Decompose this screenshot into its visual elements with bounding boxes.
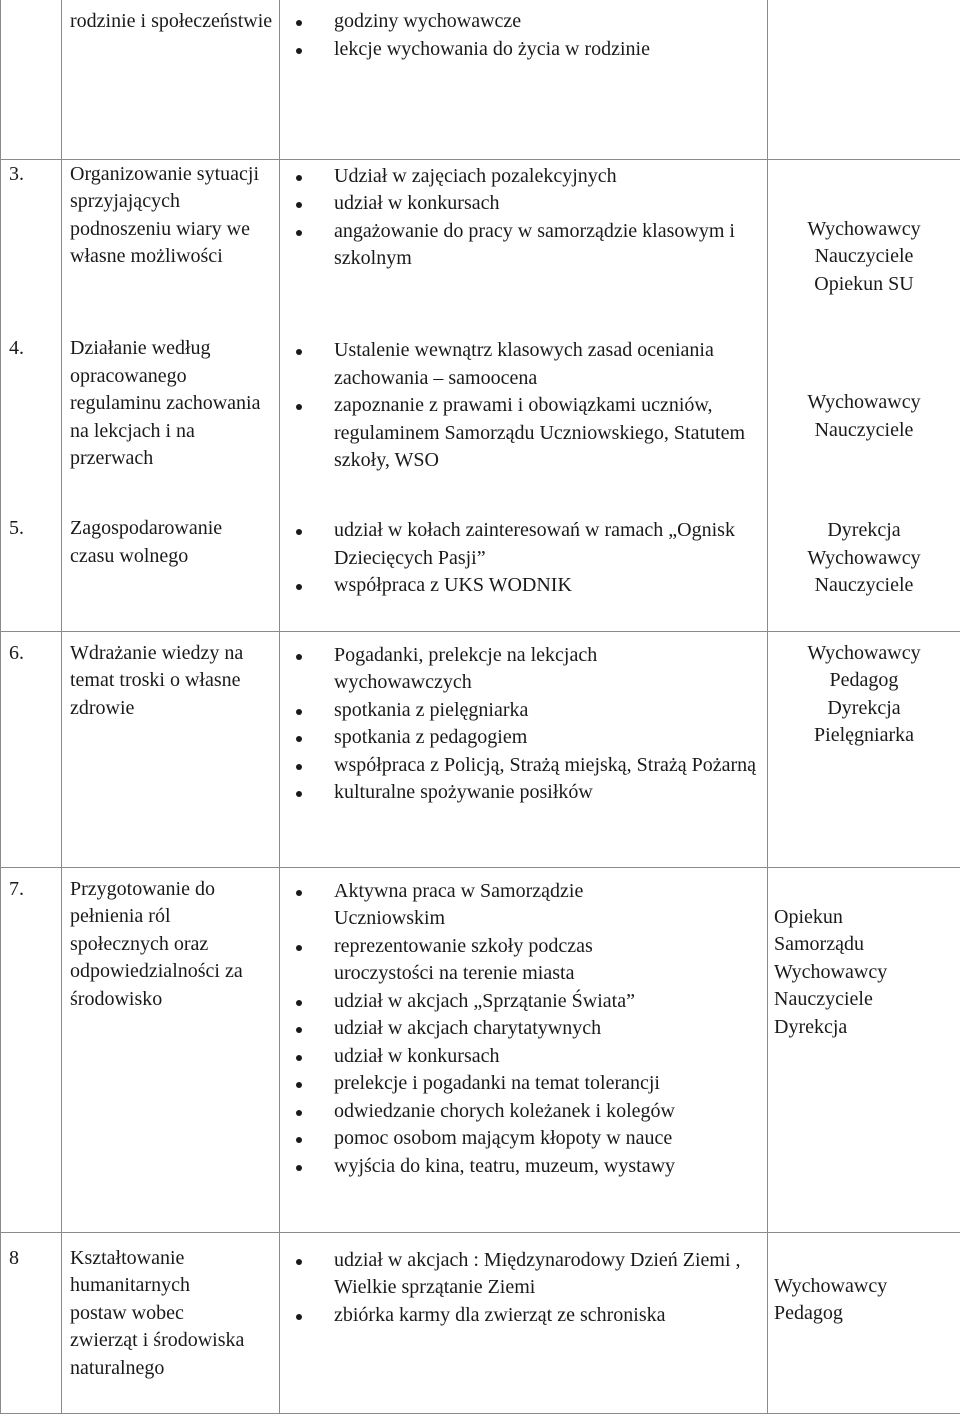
row-number: 4. <box>1 329 62 505</box>
responsible-person: Wychowawcy <box>768 640 960 668</box>
goal-cell: Wdrażanie wiedzy na temat troski o własne zdrowie <box>62 631 280 867</box>
table-row <box>1 159 960 329</box>
task-item: godziny wychowawcze <box>292 8 767 36</box>
task-list <box>292 1247 767 1330</box>
responsible-person: Nauczyciele <box>768 243 960 271</box>
tasks-cell <box>280 631 768 867</box>
tasks-cell <box>280 0 768 159</box>
responsible-person: Pedagog <box>774 1300 960 1328</box>
task-item: udział w akcjach „Sprzątanie Świata” <box>292 988 767 1016</box>
goal-cell: Kształtowanie humanitarnych postaw wobec zwierząt i środowiska naturalnego <box>62 1232 280 1413</box>
task-item: prelekcje i pogadanki na temat tolerancji <box>292 1070 767 1098</box>
responsible-person: Nauczyciele <box>774 986 960 1014</box>
task-item: angażowanie do pracy w samorządzie klasowym i szkolnym <box>292 218 767 273</box>
task-list <box>292 8 767 63</box>
responsible-person: Dyrekcja <box>774 1014 960 1042</box>
task-item: udział w konkursach <box>292 1043 767 1071</box>
table-row <box>1 0 960 159</box>
task-item: reprezentowanie szkoły podczas uroczystości na terenie miasta <box>292 933 767 988</box>
tasks-cell <box>280 867 768 1232</box>
responsible-cell <box>768 505 960 631</box>
tasks-cell <box>280 505 768 631</box>
task-item: kulturalne spożywanie posiłków <box>292 779 767 807</box>
task-item: Aktywna praca w Samorządzie Uczniowskim <box>292 878 767 933</box>
responsible-person: Wychowawcy <box>768 216 960 244</box>
task-item: udział w konkursach <box>292 190 767 218</box>
task-list <box>292 337 767 475</box>
responsible-person: Dyrekcja <box>768 695 960 723</box>
row-number: 6. <box>1 631 62 867</box>
task-item: współpraca z UKS WODNIK <box>292 572 767 600</box>
task-list <box>292 642 767 807</box>
goal-cell: Przygotowanie do pełnienia ról społecznych oraz odpowiedzialności za środowisko <box>62 867 280 1232</box>
table-row <box>1 1232 960 1413</box>
responsible-person: Pedagog <box>768 667 960 695</box>
task-item: zapoznanie z prawami i obowiązkami uczniów, regulaminem Samorządu Uczniowskiego, Statutem szkoły, WSO <box>292 392 767 475</box>
responsible-cell <box>768 1232 960 1413</box>
goal-cell: Organizowanie sytuacji sprzyjających podnoszeniu wiary we własne możliwości <box>62 159 280 329</box>
tasks-cell <box>280 1232 768 1413</box>
tasks-cell <box>280 329 768 505</box>
responsible-person: Wychowawcy <box>774 959 960 987</box>
task-item: odwiedzanie chorych koleżanek i kolegów <box>292 1098 767 1126</box>
task-item: współpraca z Policją, Strażą miejską, Strażą Pożarną <box>292 752 767 780</box>
table-row <box>1 329 960 505</box>
task-item: Pogadanki, prelekcje na lekcjach wychowawczych <box>292 642 767 697</box>
responsible-cell <box>768 0 960 159</box>
row-number: 3. <box>1 159 62 329</box>
responsible-person: Opiekun <box>774 904 960 932</box>
responsible-person: Wychowawcy <box>768 545 960 573</box>
responsible-person: Samorządu <box>774 931 960 959</box>
responsible-person: Dyrekcja <box>768 517 960 545</box>
responsible-person: Nauczyciele <box>768 572 960 600</box>
task-list <box>292 878 767 1181</box>
task-item: udział w akcjach charytatywnych <box>292 1015 767 1043</box>
tasks-cell <box>280 159 768 329</box>
responsible-person: Wychowawcy <box>768 389 960 417</box>
task-list <box>292 163 767 273</box>
row-number: 8 <box>1 1232 62 1413</box>
goal-cell: Działanie według opracowanego regulaminu zachowania na lekcjach i na przerwach <box>62 329 280 505</box>
responsible-person: Opiekun SU <box>768 271 960 299</box>
task-item: udział w akcjach : Międzynarodowy Dzień Ziemi , Wielkie sprzątanie Ziemi <box>292 1247 767 1302</box>
goal-cell: Zagospodarowanie czasu wolnego <box>62 505 280 631</box>
responsible-cell <box>768 329 960 505</box>
row-number: 5. <box>1 505 62 631</box>
responsible-cell <box>768 159 960 329</box>
responsible-person: Nauczyciele <box>768 417 960 445</box>
task-item: pomoc osobom mającym kłopoty w nauce <box>292 1125 767 1153</box>
task-item: udział w kołach zainteresowań w ramach „Ognisk Dziecięcych Pasji” <box>292 517 767 572</box>
responsible-cell <box>768 867 960 1232</box>
responsible-cell <box>768 631 960 867</box>
task-item: spotkania z pedagogiem <box>292 724 767 752</box>
table-row <box>1 867 960 1232</box>
row-number <box>1 0 62 159</box>
task-item: zbiórka karmy dla zwierząt ze schroniska <box>292 1302 767 1330</box>
responsible-person: Pielęgniarka <box>768 722 960 750</box>
task-item: wyjścia do kina, teatru, muzeum, wystawy <box>292 1153 767 1181</box>
task-item: spotkania z pielęgniarka <box>292 697 767 725</box>
table-row <box>1 631 960 867</box>
responsible-person: Wychowawcy <box>774 1273 960 1301</box>
task-item: Udział w zajęciach pozalekcyjnych <box>292 163 767 191</box>
task-list <box>292 517 767 600</box>
task-item: Ustalenie wewnątrz klasowych zasad oceniania zachowania – samoocena <box>292 337 767 392</box>
table-row <box>1 505 960 631</box>
row-number: 7. <box>1 867 62 1232</box>
task-item: lekcje wychowania do życia w rodzinie <box>292 36 767 64</box>
goal-cell: rodzinie i społeczeństwie <box>62 0 280 159</box>
